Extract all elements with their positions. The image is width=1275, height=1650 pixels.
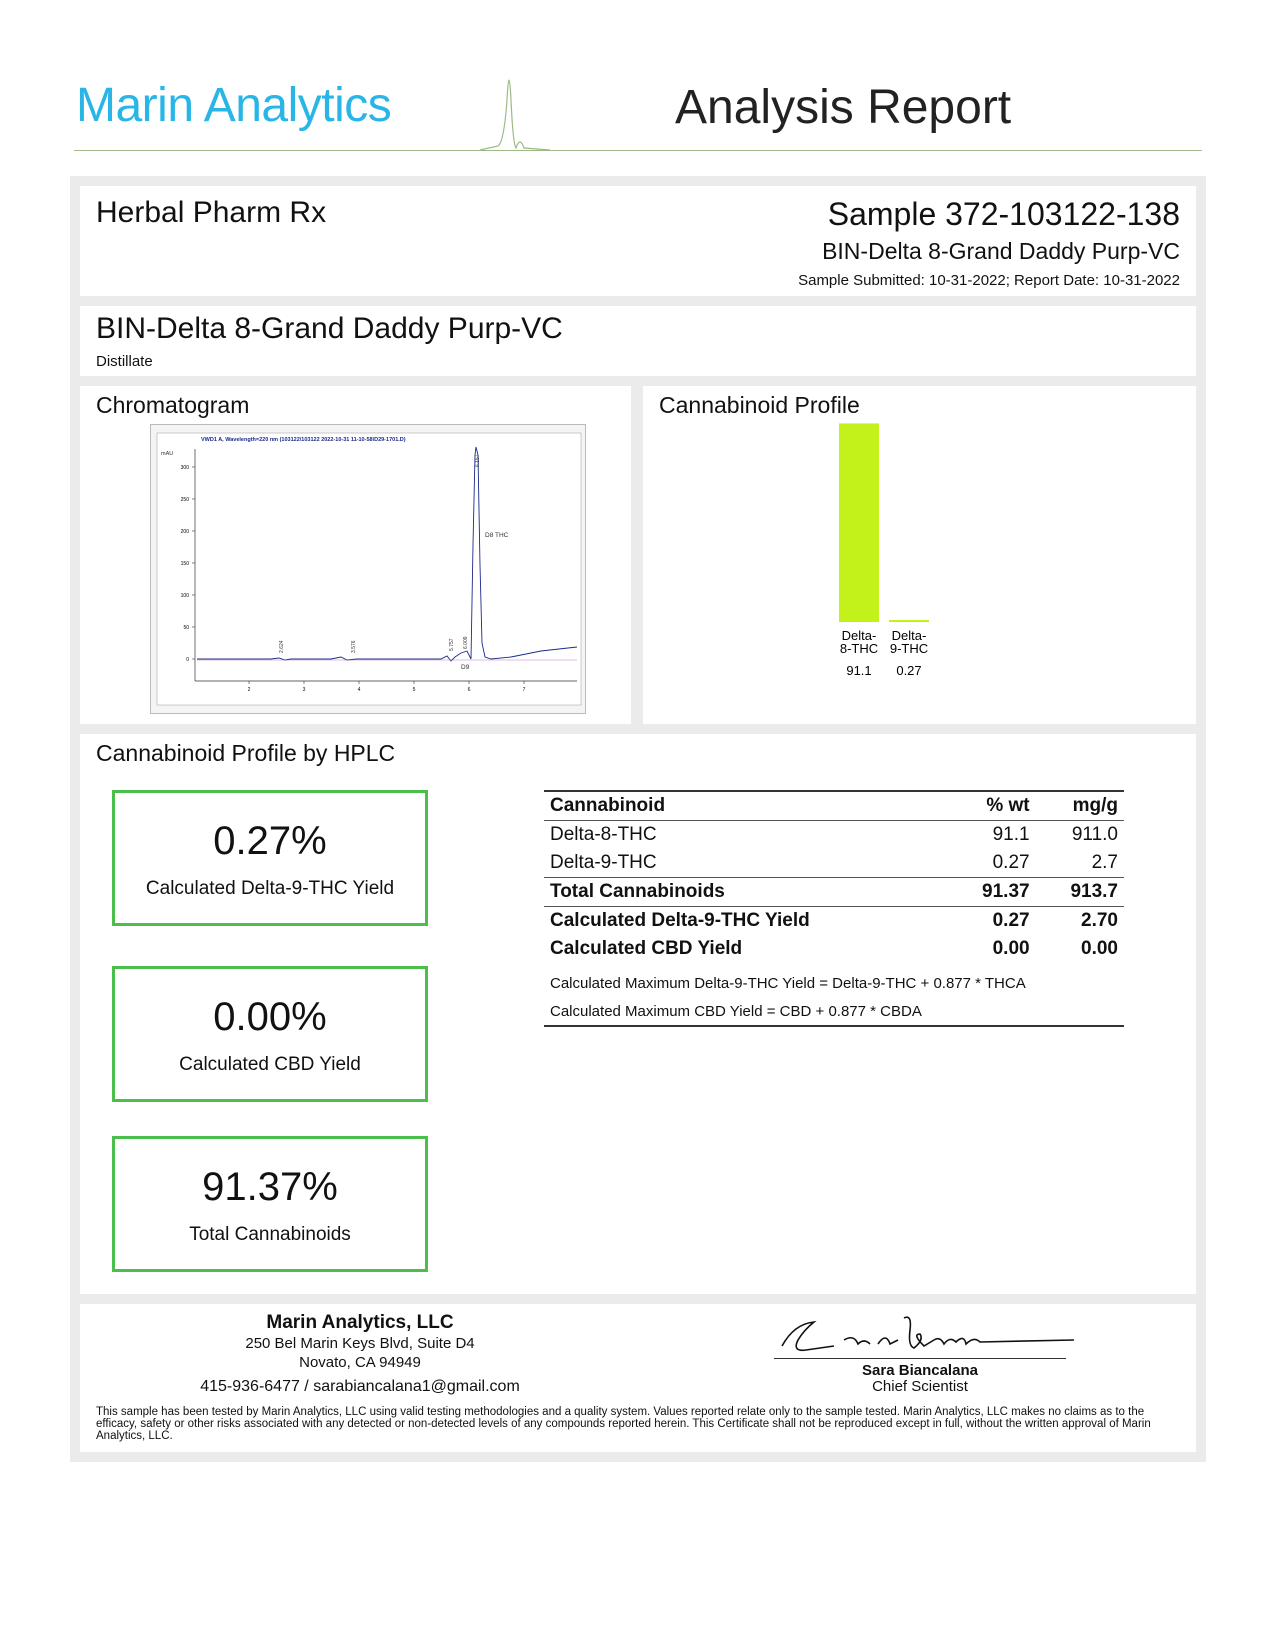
- chromatogram-header-text: VWD1 A, Wavelength=220 nm (103122\103122 2022-10-31 11-10-58\D29-1701.D): [201, 437, 406, 443]
- signature-panel: [80, 1304, 1196, 1452]
- hplc-title: Cannabinoid Profile by HPLC: [96, 740, 396, 766]
- peak-label-d9: D9: [461, 664, 470, 671]
- y-tick-label: 250: [180, 497, 189, 503]
- product-name: BIN-Delta 8-Grand Daddy Purp-VC: [96, 312, 563, 345]
- cell-pct: 0.00: [992, 938, 1030, 959]
- peak-logo-icon: [480, 60, 550, 152]
- cell-pct: 91.37: [947, 878, 1035, 907]
- client-name: Herbal Pharm Rx: [96, 196, 327, 229]
- signer-name: Sara Biancalana: [862, 1362, 978, 1379]
- lab-address-line1: 250 Bel Marin Keys Blvd, Suite D4: [245, 1335, 475, 1352]
- cell-pct: 91.1: [992, 824, 1030, 845]
- profile-panel: [643, 386, 1196, 724]
- peak-label-d8thc: D8 THC: [485, 532, 509, 539]
- chromatogram-title: Chromatogram: [96, 392, 250, 418]
- cell-pct: 0.27: [992, 910, 1030, 931]
- table-note: Calculated Maximum Delta-9-THC Yield = Delta-9-THC + 0.877 * THCA: [550, 974, 1026, 992]
- chromatogram-ylabel: mAU: [161, 451, 174, 457]
- category-label: 9-THC: [889, 641, 929, 656]
- col-header-pct: % wt: [947, 791, 1035, 821]
- category-label: Delta-: [841, 628, 877, 643]
- client-panel: [80, 186, 1196, 296]
- rt-label: 6.009: [463, 636, 469, 649]
- sample-dates: Sample Submitted: 10-31-2022; Report Date: 10-31-2022: [798, 272, 1180, 289]
- x-tick-label: 2: [247, 687, 251, 693]
- table-note: Calculated Maximum CBD Yield = CBD + 0.877 * CBDA: [544, 997, 1124, 1026]
- header-divider: [74, 150, 1202, 151]
- y-tick-label: 200: [180, 529, 189, 535]
- y-tick-label: 100: [180, 593, 189, 599]
- cell-mg: 911.0: [1071, 824, 1118, 845]
- brand-logo-text: Marin Analytics: [76, 79, 392, 132]
- kpi-cbd-yield: [112, 966, 428, 1102]
- value-label: 91.1: [846, 663, 872, 678]
- x-tick-label: 7: [522, 687, 526, 693]
- product-type: Distillate: [96, 353, 153, 370]
- report-title: Analysis Report: [675, 81, 1012, 134]
- kpi-label: Total Cannabinoids: [189, 1224, 351, 1245]
- kpi-label: Calculated CBD Yield: [179, 1054, 361, 1075]
- bar-delta-9-thc: [889, 620, 929, 622]
- cell-mg: 2.7: [1091, 852, 1118, 873]
- table-total-row: [544, 878, 1124, 907]
- signature-image: [774, 1310, 1074, 1360]
- col-header-mg: mg/g: [1036, 791, 1124, 821]
- cell-name: Calculated Delta-9-THC Yield: [550, 910, 810, 931]
- chromatogram-plot: [151, 425, 585, 713]
- cannabinoid-bar-chart: [643, 386, 1196, 724]
- rt-label: 2.624: [279, 640, 285, 653]
- kpi-total-cannabinoids: [112, 1136, 428, 1272]
- signer-title: Chief Scientist: [872, 1378, 968, 1395]
- signature-line: [774, 1358, 1066, 1359]
- hplc-panel: [80, 734, 1196, 1294]
- lab-address-line2: Novato, CA 94949: [299, 1354, 421, 1371]
- product-panel: [80, 306, 1196, 376]
- kpi-value: 91.37%: [202, 1165, 338, 1209]
- col-header-cannabinoid: Cannabinoid: [544, 791, 947, 821]
- category-label: Delta-: [891, 628, 927, 643]
- cell-mg: 2.70: [1081, 910, 1118, 931]
- chromatogram-panel: [80, 386, 631, 724]
- bar-delta-8-thc: [839, 423, 879, 622]
- y-tick-label: 50: [183, 625, 189, 631]
- cell-name: Delta-9-THC: [550, 852, 657, 873]
- y-tick-label: 150: [180, 561, 189, 567]
- table-row: [544, 849, 1124, 878]
- rt-label: 6.157: [475, 454, 481, 467]
- kpi-delta9-yield: [112, 790, 428, 926]
- cell-name: Calculated CBD Yield: [550, 938, 743, 959]
- y-tick-label: 300: [180, 465, 189, 471]
- rt-label: 5.757: [449, 638, 455, 651]
- chromatogram-image: [150, 424, 586, 714]
- sample-id: Sample 372-103122-138: [827, 196, 1180, 232]
- table-row: [544, 821, 1124, 850]
- table-header-row: [544, 791, 1124, 821]
- disclaimer-text: This sample has been tested by Marin Analytics, LLC using valid testing methodologies and a quality system. Values reported relate only to the sample tested. Marin Analytics, LLC makes no claims as to the efficacy, safety or other risks associated with any detected or non-detected levels of any compounds reported herein. This Certificate shall not be reproduced except in full, without the written approval of Marin Analytics, LLC.: [96, 1406, 1151, 1442]
- sample-name: BIN-Delta 8-Grand Daddy Purp-VC: [822, 238, 1180, 264]
- table-note-row: [544, 997, 1124, 1026]
- kpi-value: 0.27%: [213, 819, 327, 863]
- x-tick-label: 5: [412, 687, 416, 693]
- x-tick-label: 3: [302, 687, 306, 693]
- lab-name: Marin Analytics, LLC: [266, 1312, 454, 1333]
- table-calc-row: [544, 935, 1124, 963]
- kpi-label: Calculated Delta-9-THC Yield: [145, 878, 395, 899]
- cell-pct: 0.27: [992, 852, 1030, 873]
- table-calc-row: [544, 907, 1124, 936]
- y-tick-label: 0: [186, 657, 189, 663]
- cell-mg: 0.00: [1081, 938, 1118, 959]
- table-note-row: [544, 963, 1124, 997]
- x-tick-label: 4: [357, 687, 361, 693]
- kpi-value: 0.00%: [213, 995, 327, 1039]
- profile-title: Cannabinoid Profile: [659, 392, 860, 418]
- rt-label: 3.576: [351, 640, 357, 653]
- cell-name: Delta-8-THC: [550, 824, 657, 845]
- cell-mg: 913.7: [1036, 878, 1124, 907]
- results-table: [544, 790, 1124, 1027]
- value-label: 0.27: [896, 663, 922, 678]
- cell-name: Total Cannabinoids: [544, 878, 947, 907]
- x-tick-label: 6: [467, 687, 471, 693]
- lab-contact: 415-936-6477 / sarabiancalana1@gmail.com: [200, 1378, 520, 1395]
- category-label: 8-THC: [839, 641, 879, 656]
